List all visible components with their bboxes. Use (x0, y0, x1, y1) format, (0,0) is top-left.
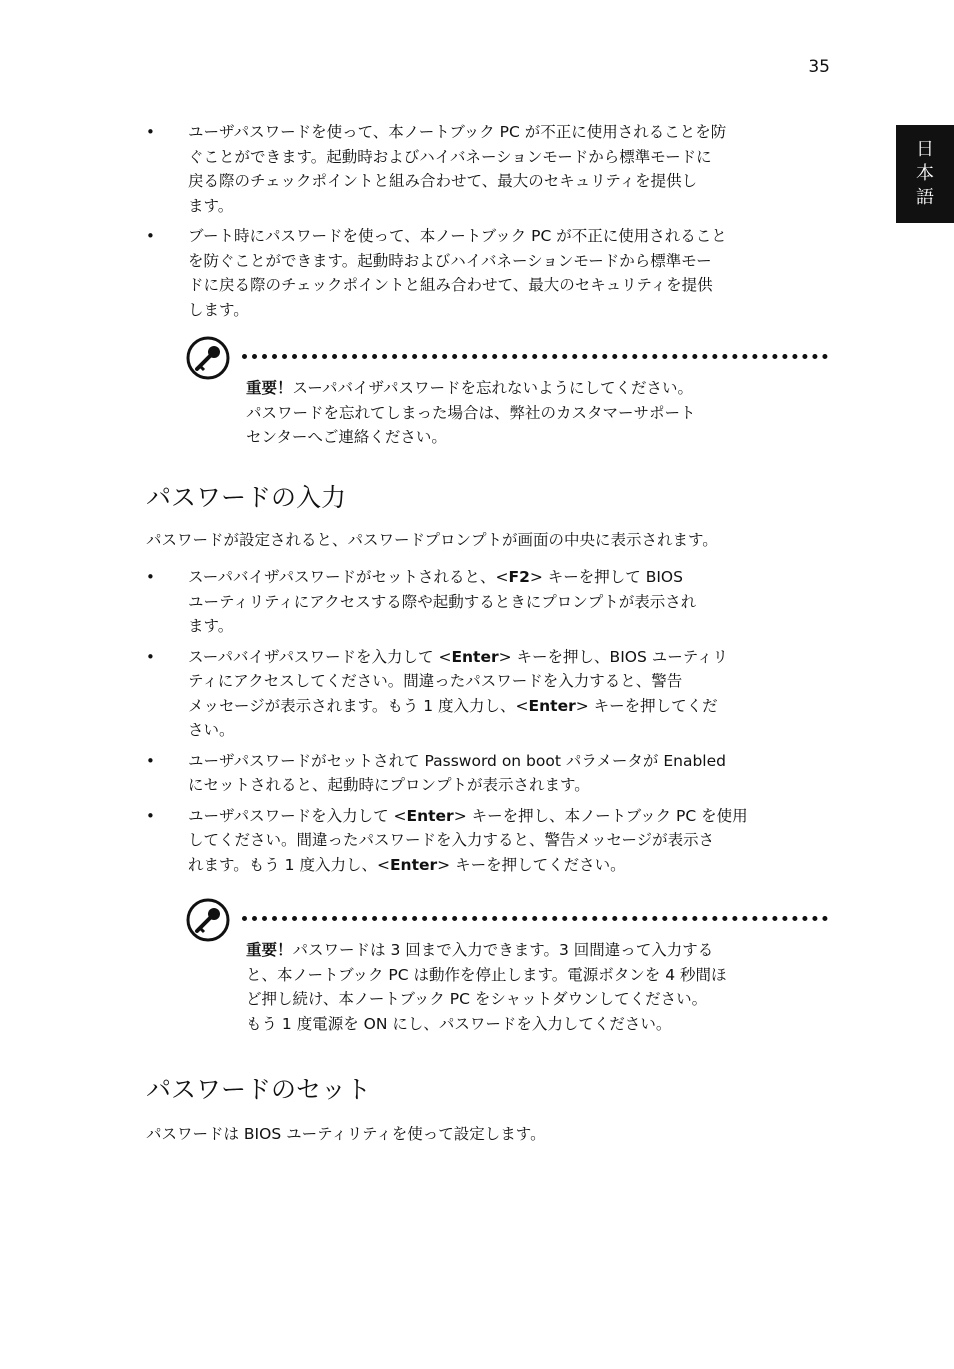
text: > キーを押してください。 (437, 855, 626, 874)
dotted-divider (242, 916, 828, 921)
text: スーパバイザパスワードを入力して < (188, 647, 452, 666)
key-name: Enter (406, 806, 454, 825)
paragraph: パスワードが設定されると、パスワードプロンプトが画面の中央に表示されます。 (146, 531, 718, 549)
line: ティにアクセスしてください。間違ったパスワードを入力すると、警告 (188, 672, 683, 690)
text: > キーを押し、本ノートブック PC を使用 (453, 806, 748, 825)
list-item (146, 749, 836, 798)
line: ブート時にパスワードを使って、本ノートブック PC が不正に使用されること (188, 227, 727, 245)
note-label: 重要！ (246, 941, 293, 959)
line: ドに戻る際のチェックポイントと組み合わせて、最大のセキュリティを提供 (188, 276, 713, 294)
bullet-list (146, 120, 836, 328)
note-text (246, 376, 816, 450)
bullet-icon: • (146, 123, 155, 141)
text: > キーを押してくだ (575, 696, 718, 715)
bullet-icon: • (146, 568, 155, 586)
line: にセットされると、起動時にプロンプトが表示されます。 (188, 776, 590, 794)
line: パスワードを忘れてしまった場合は、弊社のカスタマーサポート (246, 403, 696, 422)
text: > キーを押して BIOS (529, 568, 683, 586)
important-note (186, 336, 828, 448)
list-item (146, 565, 836, 639)
text: スーパバイザパスワードがセットされると、< (188, 568, 509, 586)
key-icon (186, 336, 230, 380)
line: を防ぐことができます。起動時およびハイバネーションモードから標準モー (188, 251, 712, 270)
line: ユーザパスワードがセットされて Password on boot パラメータが Enabled (188, 751, 726, 770)
list-item (146, 645, 836, 743)
line: さい。 (188, 721, 235, 739)
language-tab-char: 本 (916, 163, 934, 184)
line: してください。間違ったパスワードを入力すると、警告メッセージが表示さ (188, 831, 715, 849)
text: メッセージが表示されます。もう 1 度入力し、< (188, 696, 529, 715)
language-tab-char: 語 (916, 187, 934, 208)
bullet-icon: • (146, 806, 155, 825)
bullet-icon: • (146, 647, 155, 666)
line: ます。 (188, 196, 234, 215)
text: > キーを押し、BIOS ユーティリ (498, 647, 728, 666)
line: ど押し続け、本ノートブック PC をシャットダウンしてください。 (246, 990, 708, 1008)
list-item (146, 224, 836, 322)
text: れます。もう 1 度入力し、< (188, 855, 390, 874)
line: ユーティリティにアクセスする際や起動するときにプロンプトが表示され (188, 592, 697, 611)
line: ます。 (188, 617, 234, 635)
note-text (246, 938, 816, 1036)
line: 戻る際のチェックポイントと組み合わせて、最大のセキュリティを提供し (188, 172, 698, 190)
line: パスワードは 3 回まで入力できます。3 回間違って入力する (292, 941, 714, 959)
key-icon (186, 898, 230, 942)
line: スーパバイザパスワードを忘れないようにしてください。 (292, 379, 694, 397)
bullet-icon: • (146, 227, 155, 245)
dotted-divider (242, 354, 828, 359)
line: センターへご連絡ください。 (246, 428, 447, 446)
important-note (186, 898, 828, 1038)
bullet-icon: • (146, 751, 155, 770)
text: ユーザパスワードを入力して < (188, 806, 407, 825)
key-name: Enter (528, 696, 576, 715)
line: します。 (188, 300, 249, 319)
page-number: 35 (808, 57, 830, 77)
section-heading: パスワードのセット (146, 1075, 372, 1104)
line: ユーザパスワードを使って、本ノートブック PC が不正に使用されることを防 (188, 123, 727, 141)
list-item (146, 120, 836, 218)
key-name: Enter (451, 647, 499, 666)
note-label: 重要！ (246, 379, 293, 397)
language-tab-char: 日 (916, 139, 934, 160)
bullet-list (146, 565, 836, 883)
language-tab (896, 125, 954, 223)
line: もう 1 度電源を ON にし、パスワードを入力してください。 (246, 1014, 672, 1033)
line: と、本ノートブック PC は動作を停止します。電源ボタンを 4 秒間ほ (246, 965, 727, 984)
list-item (146, 804, 836, 878)
line: ぐことができます。起動時およびハイバネーションモードから標準モードに (188, 147, 712, 166)
key-name: Enter (389, 855, 438, 874)
paragraph: パスワードは BIOS ユーティリティを使って設定します。 (146, 1125, 546, 1143)
key-name: F2 (508, 568, 530, 586)
section-heading: パスワードの入力 (146, 483, 347, 512)
